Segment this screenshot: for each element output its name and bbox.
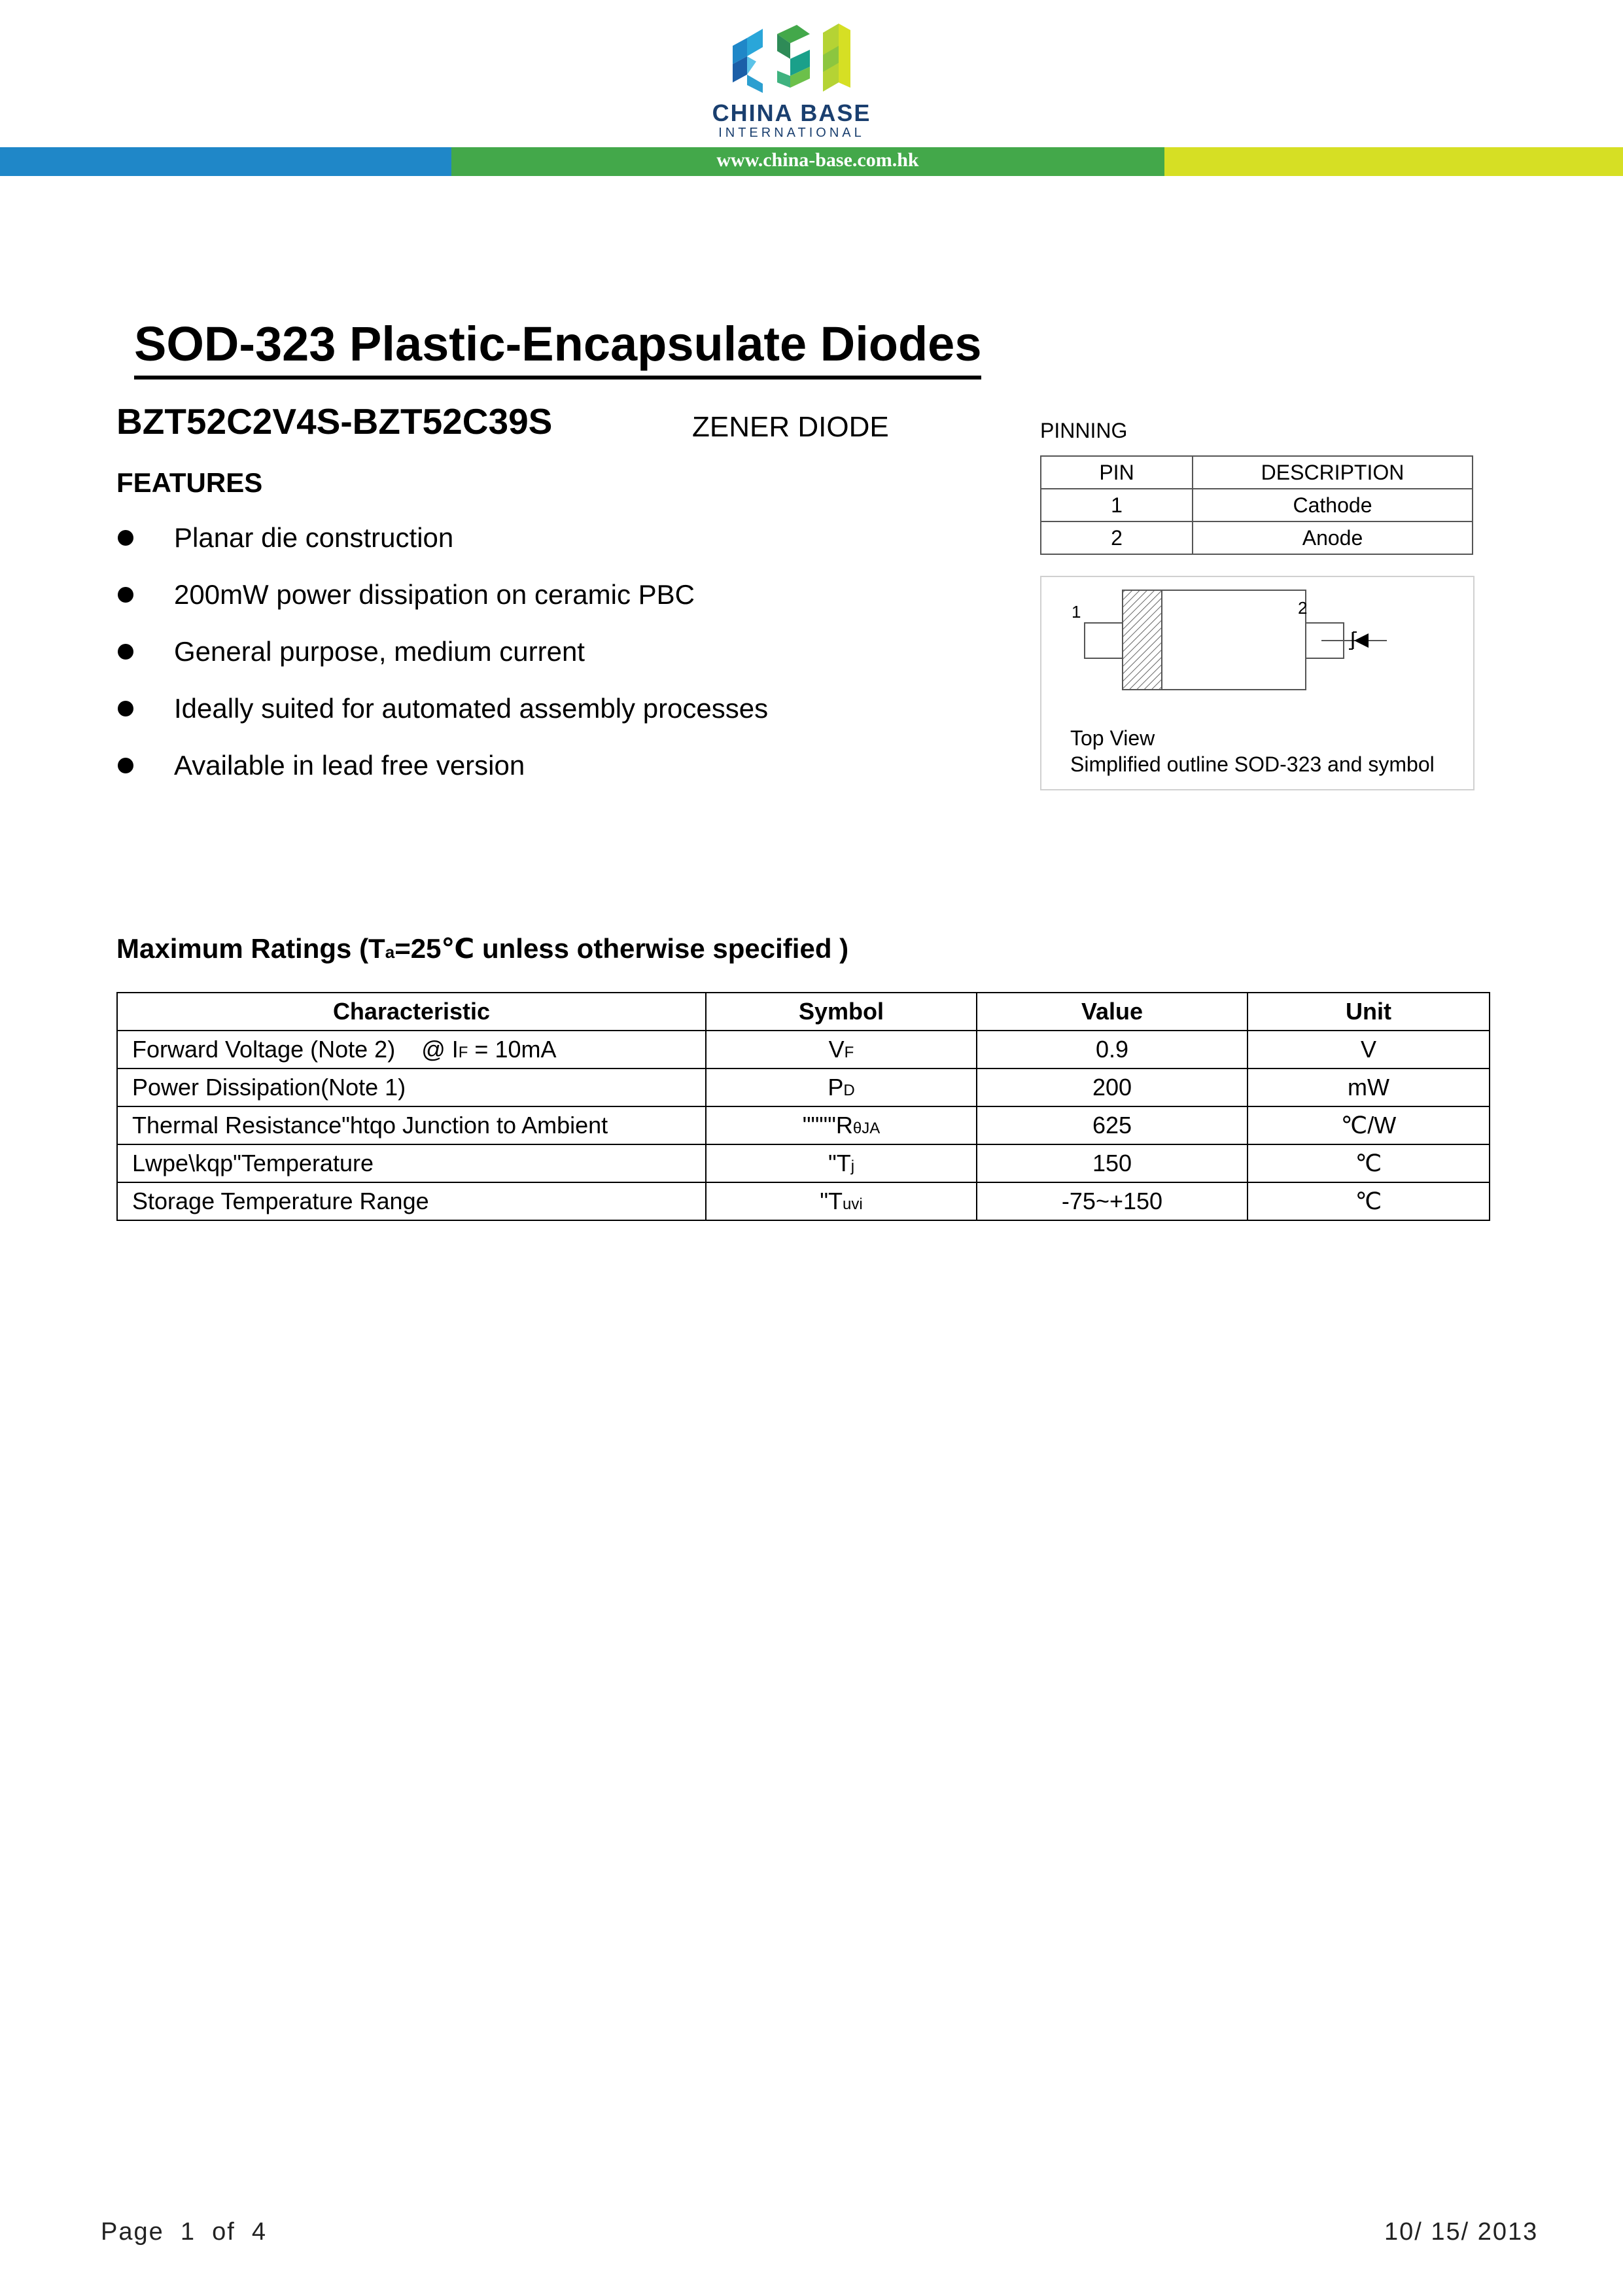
pinning-table — [1040, 455, 1473, 555]
cell-text: "T — [828, 1150, 851, 1176]
brand-subtitle: INTERNATIONAL — [718, 126, 865, 140]
features-heading: FEATURES — [116, 467, 263, 498]
table-row — [1041, 489, 1473, 521]
table-header-row — [117, 993, 1490, 1031]
pinning-label: PINNING — [1040, 419, 1128, 442]
feature-item — [116, 635, 768, 692]
symbol-cell — [706, 1069, 977, 1106]
package-outline-drawing — [1041, 577, 1473, 708]
feature-item — [116, 578, 768, 635]
value-cell: 625 — [977, 1106, 1248, 1144]
characteristic-cell — [117, 1182, 706, 1220]
header-bar-yellow — [1164, 147, 1623, 176]
column-header-pin: PIN — [1041, 456, 1193, 489]
feature-list — [116, 521, 768, 805]
column-header-description: DESCRIPTION — [1193, 456, 1473, 489]
caption-line: Simplified outline SOD-323 and symbol — [1070, 752, 1435, 776]
cathode-band — [1123, 590, 1162, 690]
bullet-icon — [118, 701, 133, 716]
ratings-table — [116, 992, 1490, 1221]
column-header: Symbol — [706, 993, 977, 1031]
document-title: SOD-323 Plastic-Encapsulate Diodes — [134, 314, 981, 380]
header-bar-blue — [0, 147, 451, 176]
document-date: 10/ 15/ 2013 — [1384, 2218, 1539, 2246]
caption-line: Top View — [1070, 726, 1155, 750]
symbol-cell — [706, 1144, 977, 1182]
characteristic-cell — [117, 1144, 706, 1182]
cell-text: Forward Voltage (Note 2) @ I — [132, 1036, 459, 1063]
bullet-icon — [118, 758, 133, 773]
symbol-cell — [706, 1031, 977, 1069]
lead-pin1 — [1085, 623, 1124, 658]
cell-text: Power Dissipation(Note 1) — [132, 1074, 406, 1101]
feature-item — [116, 749, 768, 805]
cell-text: Thermal Resistance"htqo Junction to Ambient — [132, 1112, 608, 1139]
pin1-marker: 1 — [1072, 602, 1081, 622]
heading-text: =25℃ unless otherwise specified ) — [394, 933, 849, 964]
feature-item — [116, 692, 768, 749]
cell-text: = 10mA — [468, 1036, 557, 1063]
outline-caption — [1070, 725, 1435, 777]
cell-text: Storage Temperature Range — [132, 1188, 429, 1214]
unit-cell: mW — [1248, 1069, 1490, 1106]
bullet-icon — [118, 587, 133, 603]
pin2-marker: 2 — [1298, 598, 1308, 618]
unit-cell: ℃ — [1248, 1182, 1490, 1220]
table-row — [1041, 521, 1473, 554]
characteristic-cell — [117, 1031, 706, 1069]
pin-number: 2 — [1041, 521, 1193, 554]
ratings-heading — [116, 932, 848, 964]
table-row — [117, 1182, 1490, 1220]
value-cell: 200 — [977, 1069, 1248, 1106]
cell-subscript: θJA — [852, 1120, 881, 1137]
heading-subscript: a — [385, 942, 395, 962]
unit-cell: V — [1248, 1031, 1490, 1069]
cell-text: P — [828, 1074, 844, 1101]
brand-name: CHINA BASE — [712, 99, 871, 126]
value-cell: 150 — [977, 1144, 1248, 1182]
unit-cell: ℃ — [1248, 1144, 1490, 1182]
bullet-icon — [118, 530, 133, 546]
cell-text: "T — [820, 1188, 843, 1214]
value-cell: 0.9 — [977, 1031, 1248, 1069]
feature-item — [116, 521, 768, 578]
column-header: Value — [977, 993, 1248, 1031]
cell-subscript: D — [843, 1082, 855, 1099]
pin-description: Cathode — [1193, 489, 1473, 521]
cell-text: V — [828, 1036, 845, 1063]
feature-text: Planar die construction — [174, 522, 454, 553]
part-number-range: BZT52C2V4S-BZT52C39S — [116, 401, 553, 442]
part-type: ZENER DIODE — [692, 411, 889, 443]
value-cell: -75~+150 — [977, 1182, 1248, 1220]
characteristic-cell — [117, 1069, 706, 1106]
table-row — [117, 1106, 1490, 1144]
unit-cell: ℃/W — [1248, 1106, 1490, 1144]
cell-subscript: F — [844, 1044, 854, 1061]
symbol-cell — [706, 1106, 977, 1144]
symbol-cell — [706, 1182, 977, 1220]
page-number: Page 1 of 4 — [101, 2218, 268, 2246]
table-row — [117, 1031, 1490, 1069]
table-row — [117, 1069, 1490, 1106]
column-header: Unit — [1248, 993, 1490, 1031]
company-logo — [725, 20, 875, 97]
website-link[interactable]: www.china-base.com.hk — [716, 149, 919, 171]
table-row — [117, 1144, 1490, 1182]
column-header: Characteristic — [117, 993, 706, 1031]
table-header-row — [1041, 456, 1473, 489]
bullet-icon — [118, 644, 133, 660]
cell-subscript: j — [850, 1157, 855, 1175]
feature-text: Ideally suited for automated assembly processes — [174, 693, 769, 724]
cell-subscript: F — [458, 1044, 468, 1061]
cell-text: Lwpe\kqp"Temperature — [132, 1150, 374, 1176]
pin-number: 1 — [1041, 489, 1193, 521]
characteristic-cell — [117, 1106, 706, 1144]
feature-text: Available in lead free version — [174, 750, 525, 781]
cell-text: """"R — [802, 1112, 853, 1139]
feature-text: 200mW power dissipation on ceramic PBC — [174, 579, 695, 610]
feature-text: General purpose, medium current — [174, 636, 585, 667]
heading-text: Maximum Ratings (T — [116, 933, 385, 964]
pin-description: Anode — [1193, 521, 1473, 554]
cell-subscript: uvi — [843, 1195, 863, 1213]
